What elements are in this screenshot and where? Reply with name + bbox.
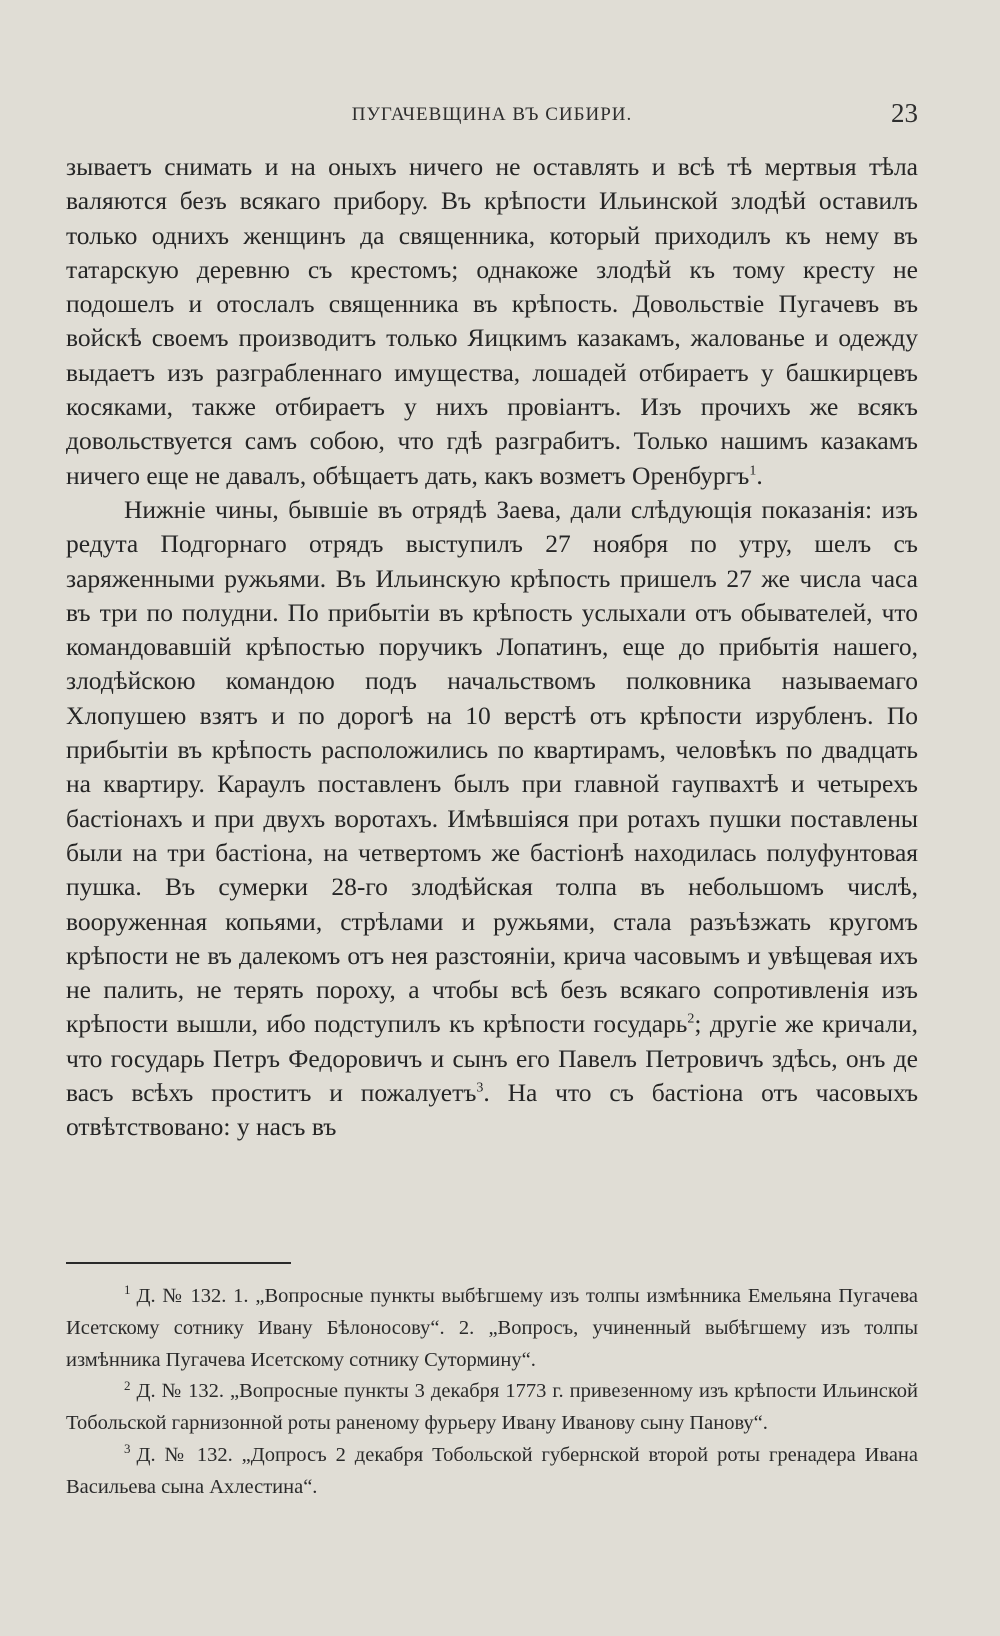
paragraph-1-end: .: [756, 460, 763, 490]
footnote-mark-1: 1: [124, 1282, 131, 1298]
footnote-3: [66, 1440, 918, 1504]
footnote-text-2: Д. № 132. „Вопросные пункты 3 декабря 1773 г. привезенному изъ крѣпости Ильинской Тобольской гарнизонной роты раненому фурьеру Ивану Иванову сыну Панову“.: [66, 1380, 918, 1435]
paragraph-2-text-b: ; другіе же кричали, что государь Петръ Федоровичъ и сынъ его Павелъ Петровичъ здѣсь, онъ де васъ всѣхъ проститъ и пожалуетъ: [66, 1009, 918, 1108]
footnote-mark-2: 2: [124, 1377, 131, 1393]
footnote-ref-1[interactable]: 1: [749, 463, 757, 479]
footnote-1: [66, 1281, 918, 1376]
paragraph-2-text-a: Нижніе чины, бывшіе въ отрядѣ Заева, дали слѣдующія показанія: изъ редута Подгорнаго отрядъ выступилъ 27 ноября по утру, шелъ съ заряженными ружьями. Въ Ильинскую крѣпость пришелъ 27 же числа часа въ три по полудни. По прибытіи въ крѣпость услыхали отъ обывателей, что командовавшій крѣпостью поручикъ Лопатинъ, еще до прибытія нашего, злодѣйскою командою подъ начальствомъ полковника называемаго Хлопушею взятъ и по дорогѣ на 10 верстѣ отъ крѣпости изрубленъ. По прибытіи въ крѣпость расположились по квартирамъ, человѣкъ по двадцать на квартиру. Караулъ поставленъ былъ при главной гаупвахтѣ и четырехъ бастіонахъ и при двухъ воротахъ. Имѣвшіяся при ротахъ пушки поставлены были на три бастіона, на четвертомъ же бастіонѣ находилась полуфунтовая пушка. Въ сумерки 28-го злодѣйская толпа въ небольшомъ числѣ, вооруженная копьями, стрѣлами и ружьями, стала разъѣзжать кругомъ крѣпости не въ далекомъ отъ нея разстояніи, крича часовымъ и увѣщевая ихъ не палить, не терять пороху, а чтобы всѣ безъ всякаго сопротивленія изъ крѣпости вышли, ибо подступилъ къ крѣпости государь: [66, 494, 918, 1039]
paragraph-2: [66, 493, 918, 1145]
paragraph-1: [66, 150, 918, 493]
main-text: [66, 150, 918, 1145]
page-number: 23: [891, 98, 918, 128]
running-title: ПУГАЧЕВЩИНА ВЪ СИБИРИ.: [351, 104, 633, 125]
footnote-text-1: Д. № 132. 1. „Вопросные пункты выбѣгшему изъ толпы измѣнника Емельяна Пугачева Исетскому сотнику Ивану Бѣлоносову“. 2. „Вопросъ, учиненный выбѣгшему изъ толпы измѣнника Пугачева Исетскому сотнику Сутормину“.: [66, 1285, 918, 1371]
paragraph-1-text: зываетъ снимать и на оныхъ ничего не оставлять и всѣ тѣ мертвыя тѣла валяются безъ всякаго прибору. Въ крѣпости Ильинской злодѣй оставилъ только однихъ женщинъ да священника, который приходилъ къ нему въ татарскую деревню съ крестомъ; однакоже злодѣй къ тому кресту не подошелъ и отослалъ священника въ крѣпость. Довольствіе Пугачевъ въ войскѣ своемъ производитъ только Яицкимъ казакамъ, жалованье и одежду выдаетъ изъ разграбленнаго имущества, лошадей отбираетъ у башкирцевъ косяками, также отбираетъ у нихъ провіантъ. Изъ прочихъ же всякъ довольствуется самъ собою, что гдѣ разграбитъ. Только нашимъ казакамъ ничего еще не давалъ, обѣщаетъ дать, какъ возметъ Оренбургъ: [66, 152, 918, 490]
footnote-ref-3[interactable]: 3: [476, 1080, 484, 1096]
footnote-mark-3: 3: [124, 1441, 131, 1457]
paragraph-2-text-c: . На что съ бастіона отъ часовыхъ отвѣтствовано: у насъ въ: [66, 1078, 919, 1142]
footnote-2: [66, 1376, 918, 1440]
footnote-text-3: Д. № 132. „Допросъ 2 декабря Тобольской губернской второй роты гренадера Ивана Васильева сына Ахлестина“.: [66, 1443, 918, 1498]
page-header: [66, 98, 918, 138]
footnote-divider: [66, 1262, 291, 1264]
footnote-ref-2[interactable]: 2: [687, 1011, 695, 1027]
footnotes: [66, 1281, 918, 1504]
